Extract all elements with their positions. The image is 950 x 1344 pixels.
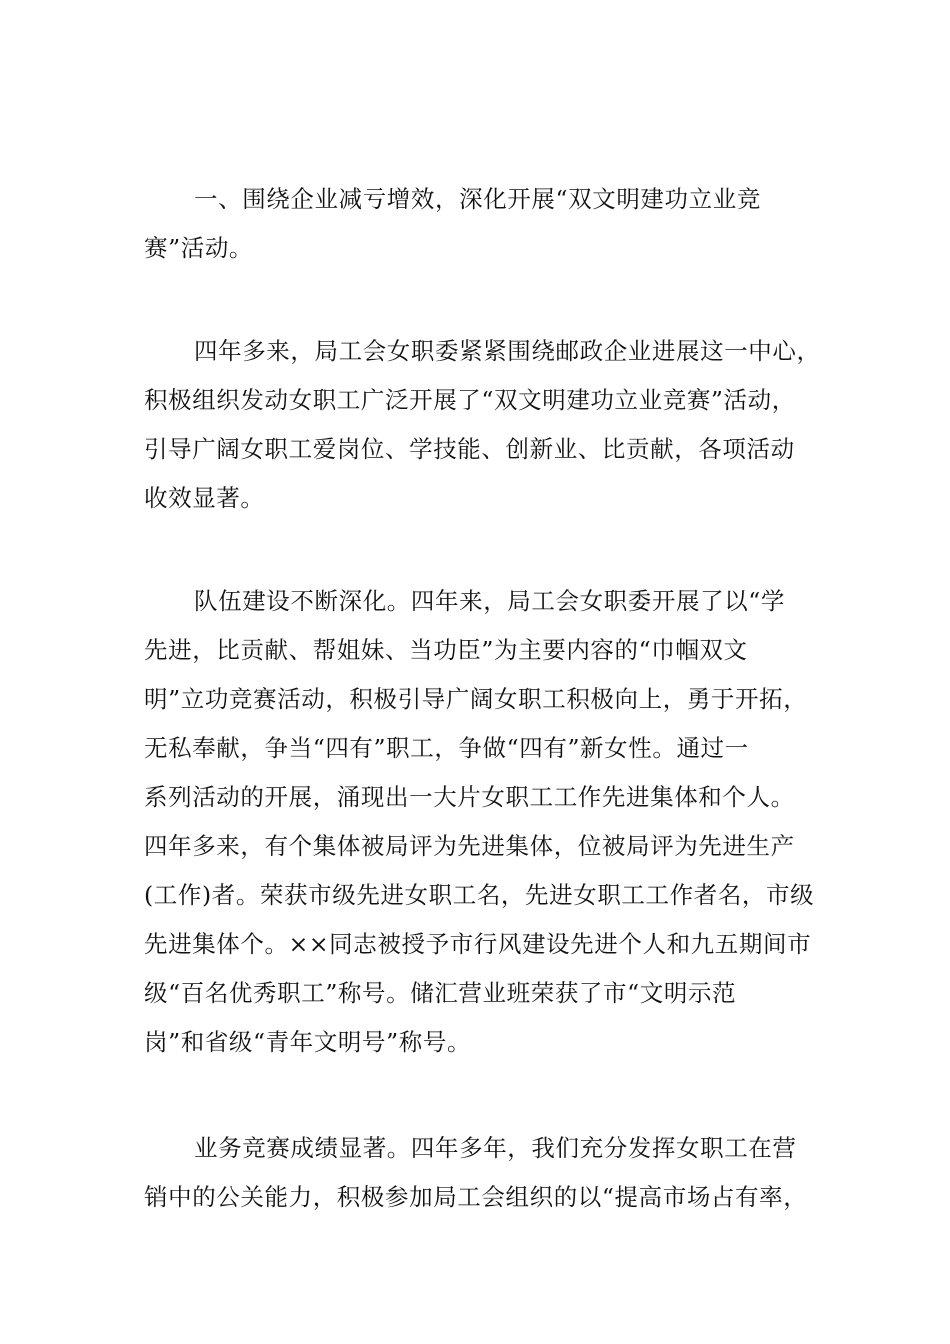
body-paragraph: 队伍建设不断深化。四年来，局工会女职委开展了以“学 先进，比贡献、帮姐妹、当功臣”为主要内容的“巾帼双文 明”立功竞赛活动，积极引导广阔女职工积极向上，勇于开拓， 无私奉献，争当“四有”职工，争做“四有”新女性。通过一 系列活动的开展，涌现出一大片女职工工作先进集体和个人。 四年多来，有个集体被局评为先进集体，位被局评为先进生产 (工作)者。荣获市级先进女职工名，先进女职工工作者名，市级 先进集体个。××同志被授予市行风建设先进个人和九五期间市 级“百名优秀职工”称号。储汇营业班荣获了市“文明示范 岗”和省级“青年文明号”称号。	[144, 587, 815, 1056]
body-paragraph: 业务竞赛成绩显著。四年多年，我们充分发挥女职工在营 销中的公关能力，积极参加局工会组织的以“提高市场占有率，	[144, 1134, 808, 1211]
body-paragraph: 四年多来，局工会女职委紧紧围绕邮政企业进展这一中心， 积极组织发动女职工广泛开展了“双文明建功立业竞赛”活动， 引导广阔女职工爱岗位、学技能、创新业、比贡献，各项活动 收效显著。	[144, 337, 821, 512]
section-heading-paragraph: 一、围绕企业减亏增效，深化开展“双文明建功立业竞 赛”活动。	[144, 185, 761, 262]
